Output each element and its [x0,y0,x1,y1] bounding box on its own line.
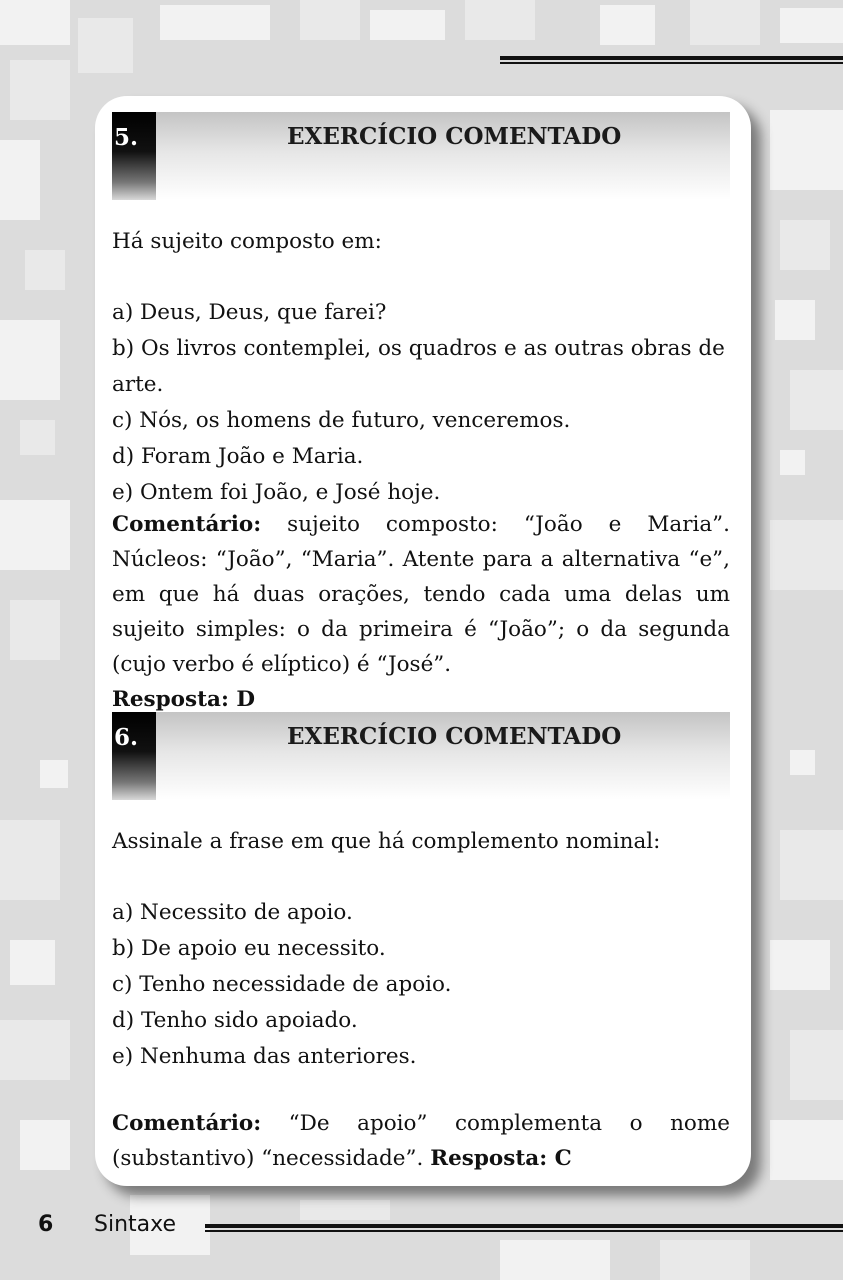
comment-text: “De apoio” complementa o nome (substantivo) “necessidade”. [112,1111,730,1171]
top-rule [500,56,843,64]
exercise-number-badge [112,712,156,800]
exercise-6-header [112,712,730,800]
exercise-5-header [112,112,730,200]
exercise-number: 6. [114,724,139,751]
page-number: 6 [38,1212,54,1237]
exercise-5-options [112,295,730,511]
option-b: b) Os livros contemplei, os quadros e as outras obras de arte. [112,336,725,397]
comment-text: sujeito composto: “João e Maria”. Núcleos: “João”, “Maria”. Atente para a alternativa “e”, em que há duas orações, tendo cada uma delas um sujeito simples: o da primeira é “João”; o da segunda (cujo verbo é elíptico) é “José”. [112,512,730,677]
option-c: c) Nós, os homens de futuro, venceremos. [112,408,571,433]
exercise-title: EXERCÍCIO COMENTADO [287,123,622,150]
option-d: d) Foram João e Maria. [112,444,364,469]
exercise-5-comment [112,507,730,717]
option-b: b) De apoio eu necessito. [112,936,386,961]
option-e: e) Ontem foi João, e José hoje. [112,480,441,505]
exercise-number-badge [112,112,156,200]
exercise-6-options [112,895,730,1075]
option-e: e) Nenhuma das anteriores. [112,1044,417,1069]
exercise-6-comment [112,1106,730,1176]
comment-label: Comentário: [112,1111,262,1136]
option-a: a) Deus, Deus, que farei? [112,300,387,325]
exercise-6-question: Assinale a frase em que há complemento nominal: [112,829,661,854]
exercise-title: EXERCÍCIO COMENTADO [287,723,622,750]
answer: Resposta: D [112,687,256,712]
content-card [95,96,751,1186]
option-c: c) Tenho necessidade de apoio. [112,972,452,997]
answer: Resposta: C [430,1146,572,1171]
exercise-number: 5. [114,124,139,151]
option-a: a) Necessito de apoio. [112,900,353,925]
option-d: d) Tenho sido apoiado. [112,1008,358,1033]
section-title: Sintaxe [94,1212,177,1237]
comment-label: Comentário: [112,512,262,537]
exercise-5-question: Há sujeito composto em: [112,229,382,254]
bottom-rule [205,1224,843,1232]
